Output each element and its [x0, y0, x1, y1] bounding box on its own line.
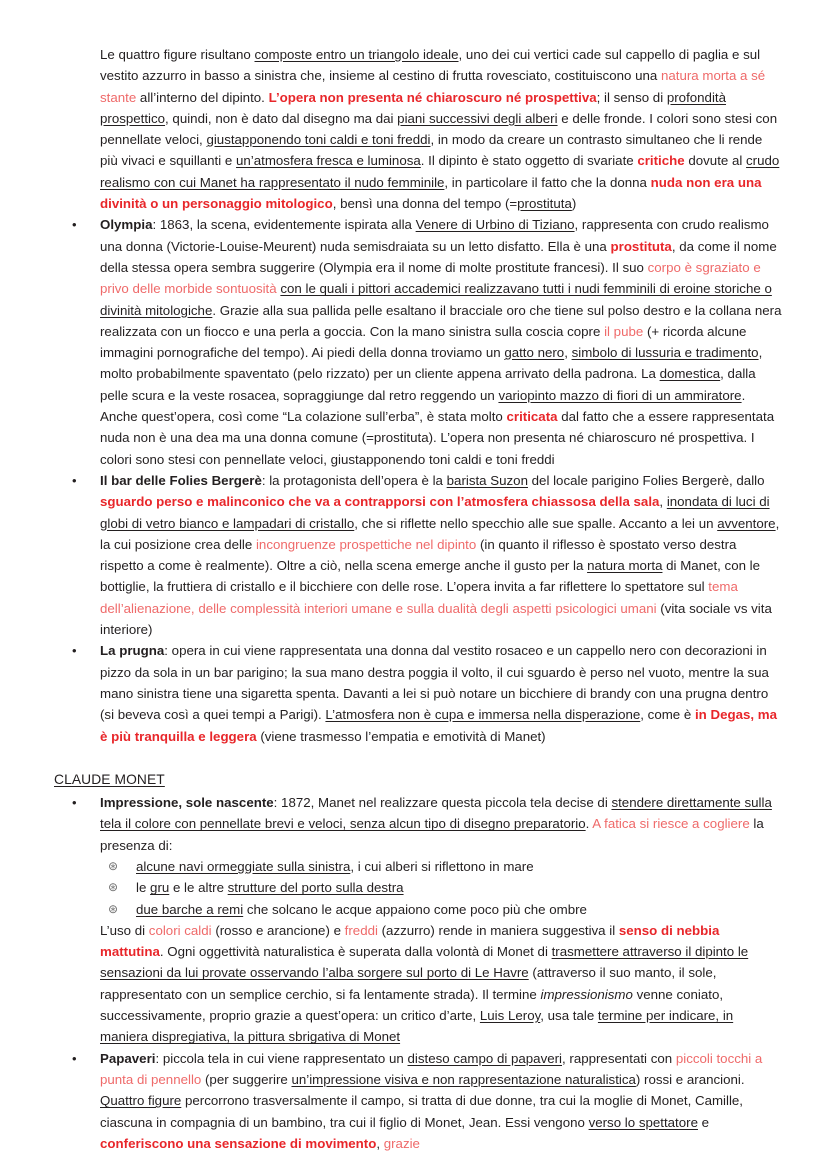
- sub-list-item-text: alcune navi ormeggiate sulla sinistra, i cui alberi si riflettono in mare: [136, 858, 534, 874]
- sub-list-item: [100, 877, 782, 898]
- bullet-glyph: •: [72, 643, 77, 659]
- list-item-text: La prugna: opera in cui viene rappresentata una donna dal vestito rosaceo e un cappello nero con decorazioni in pizzo da sola in un bar parigino; la sua mano destra poggia il volto, il cui sguardo è perso nel vuoto, mentre la sua mano sinistra tiene una sigaretta spenta. Davanti a lei si può notare un bicchiere di brandy con una prugna dentro (si beveva così a quei tempi a Parigi). L’atmosfera non è cupa e immersa nella disperazione, come è in Degas, ma è più tranquilla e leggera (viene trasmesso l’empatia e emotività di Manet): [100, 643, 778, 744]
- intro-paragraph: Le quattro figure risultano composte entro un triangolo ideale, uno dei cui vertici cade sul cappello di paglia e sul vestito azzurro in basso a sinistra che, insieme al cestino di frutta rovesciato, costituiscono una natura morta a sé stante all’interno del dipinto. L’opera non presenta né chiaroscuro né prospettiva; il senso di profondità prospettico, quindi, non è dato dal disegno ma dai piani successivi degli alberi e delle fronde. I colori sono stesi con pennellate veloci, giustapponendo toni caldi e toni freddi, in modo da creare un contrasto simultaneo che li rende più vivaci e squillanti e un’atmosfera fresca e luminosa. Il dipinto è stato oggetto di svariate critiche dovute al crudo realismo con cui Manet ha rappresentato il nudo femminile, in particolare il fatto che la donna nuda non era una divinità o un personaggio mitologico, bensì una donna del tempo (=prostituta): [100, 47, 780, 212]
- sub-bullet-glyph: ⊛: [108, 901, 119, 916]
- sub-list-item: [100, 856, 782, 877]
- bullet-glyph: •: [72, 217, 77, 233]
- monet-sub-bullet-list: [100, 856, 782, 920]
- section-heading-claude-monet: CLAUDE MONET: [54, 771, 165, 787]
- list-item-text: Impressione, sole nascente: 1872, Manet nel realizzare questa piccola tela decise di stendere direttamente sulla tela il colore con pennellate brevi e veloci, senza alcun tipo di disegno preparatorio. A fatica si riesce a cogliere la presenza di:: [100, 795, 772, 853]
- list-item-tail-text: L’uso di colori caldi (rosso e arancione) e freddi (azzurro) rende in maniera suggestiva il senso di nebbia mattutina. Ogni oggettività naturalistica è superata dalla volontà di Monet di trasmettere attraverso il dipinto le sensazioni da lui provate osservando l’alba sorgere sul porto di Le Havre (attraverso il suo manto, il sole, rappresentato con un semplice cerchio, si fa lentamente strada). Il termine impressionismo venne coniato, successivamente, proprio grazie a quest’opera: un critico d’arte, Luis Leroy, usa tale termine per indicare, in maniera dispregiativa, la pittura sbrigativa di Monet: [100, 922, 749, 1045]
- sub-list-item-text: due barche a remi che solcano le acque appaiono come poco più che ombre: [136, 901, 587, 917]
- bullet-glyph: •: [72, 1050, 77, 1066]
- list-item-text: Il bar delle Folies Bergerè: la protagonista dell’opera è la barista Suzon del locale parigino Folies Bergerè, dallo sguardo perso e malinconico che va a contrapporsi con l’atmosfera chiassosa della sala, inondata di luci di globi di vetro bianco e lampadari di cristallo, che si riflette nello specchio alle sue spalle. Accanto a lei un avventore, la cui posizione crea delle incongruenze prospettiche nel dipinto (in quanto il riflesso è spostato verso destra rispetto a come è realmente). Oltre a ciò, nella scena emerge anche il gusto per la natura morta di Manet, con le bottiglie, la fruttiera di cristallo e il bicchiere con delle rose. L’opera invita a far riflettere lo spettatore sul tema dell’alienazione, delle complessità interiori umane e sulla dualità degli aspetti psicologici umani (vita sociale vs vita interiore): [100, 472, 780, 638]
- list-item-folies-bergere: [54, 470, 782, 640]
- list-item-olympia: [54, 214, 782, 470]
- list-item-text: Papaveri: piccola tela in cui viene rappresentato un disteso campo di papaveri, rappresentati con piccoli tocchi a punta di pennello (per suggerire un’impressione visiva e non rappresentazione naturalistica) rossi e arancioni. Quattro figure percorrono trasversalmente il campo, si tratta di due donne, tra cui la moglie di Monet, Camille, ciascuna in compagnia di un bambino, tra cui il figlio di Monet, Jean. Essi vengono verso lo spettatore e conferiscono una sensazione di movimento, grazie: [100, 1050, 763, 1151]
- sub-bullet-glyph: ⊛: [108, 880, 119, 895]
- sub-list-item-text: le gru e le altre strutture del porto sulla destra: [136, 880, 404, 896]
- monet-bullet-list: [54, 792, 782, 1154]
- list-item-impressione-sole-nascente: [54, 792, 782, 1048]
- list-item-la-prugna: [54, 640, 782, 746]
- list-item-papaveri: [54, 1048, 782, 1154]
- sub-bullet-glyph: ⊛: [108, 858, 119, 873]
- bullet-glyph: •: [72, 795, 77, 811]
- manet-bullet-list: [54, 214, 782, 746]
- sub-list-item: [100, 899, 782, 920]
- list-item-text: Olympia: 1863, la scena, evidentemente ispirata alla Venere di Urbino di Tiziano, rappresenta con crudo realismo una donna (Victorie-Louise-Meurent) nuda semisdraiata su un letto disfatto. Ella è una prostituta, da come il nome della stessa opera sembra suggerire (Olympia era il nome di molte prostitute francesi). Il suo corpo è sgraziato e privo delle morbide sontuosità con le quali i pittori accademici realizzavano tutti i nudi femminili di eroine storiche o divinità mitologiche. Grazie alla sua pallida pelle esaltano il bracciale oro che tiene sul polso destro e la collana nera realizzata con un fiocco e una perla a goccia. Con la mano sinistra sulla coscia copre il pube (+ ricorda alcune immagini pornografiche del tempo). Ai piedi della donna troviamo un gatto nero, simbolo di lussuria e tradimento, molto probabilmente spaventato (pelo rizzato) per un cliente appena arrivato della padrona. La domestica, dalla pelle scura e la veste rosacea, sopraggiunge dal retro reggendo un variopinto mazzo di fiori di un ammiratore. Anche quest’opera, così come “La colazione sull’erba”, è stata molto criticata dal fatto che a essere rappresentata nuda non è una dea ma una donna comune (=prostituta). L’opera non presenta né chiaroscuro né prospettiva. I colori sono stesi con pennellate veloci, giustapponendo toni caldi e toni freddi: [100, 217, 782, 467]
- bullet-glyph: •: [72, 472, 77, 488]
